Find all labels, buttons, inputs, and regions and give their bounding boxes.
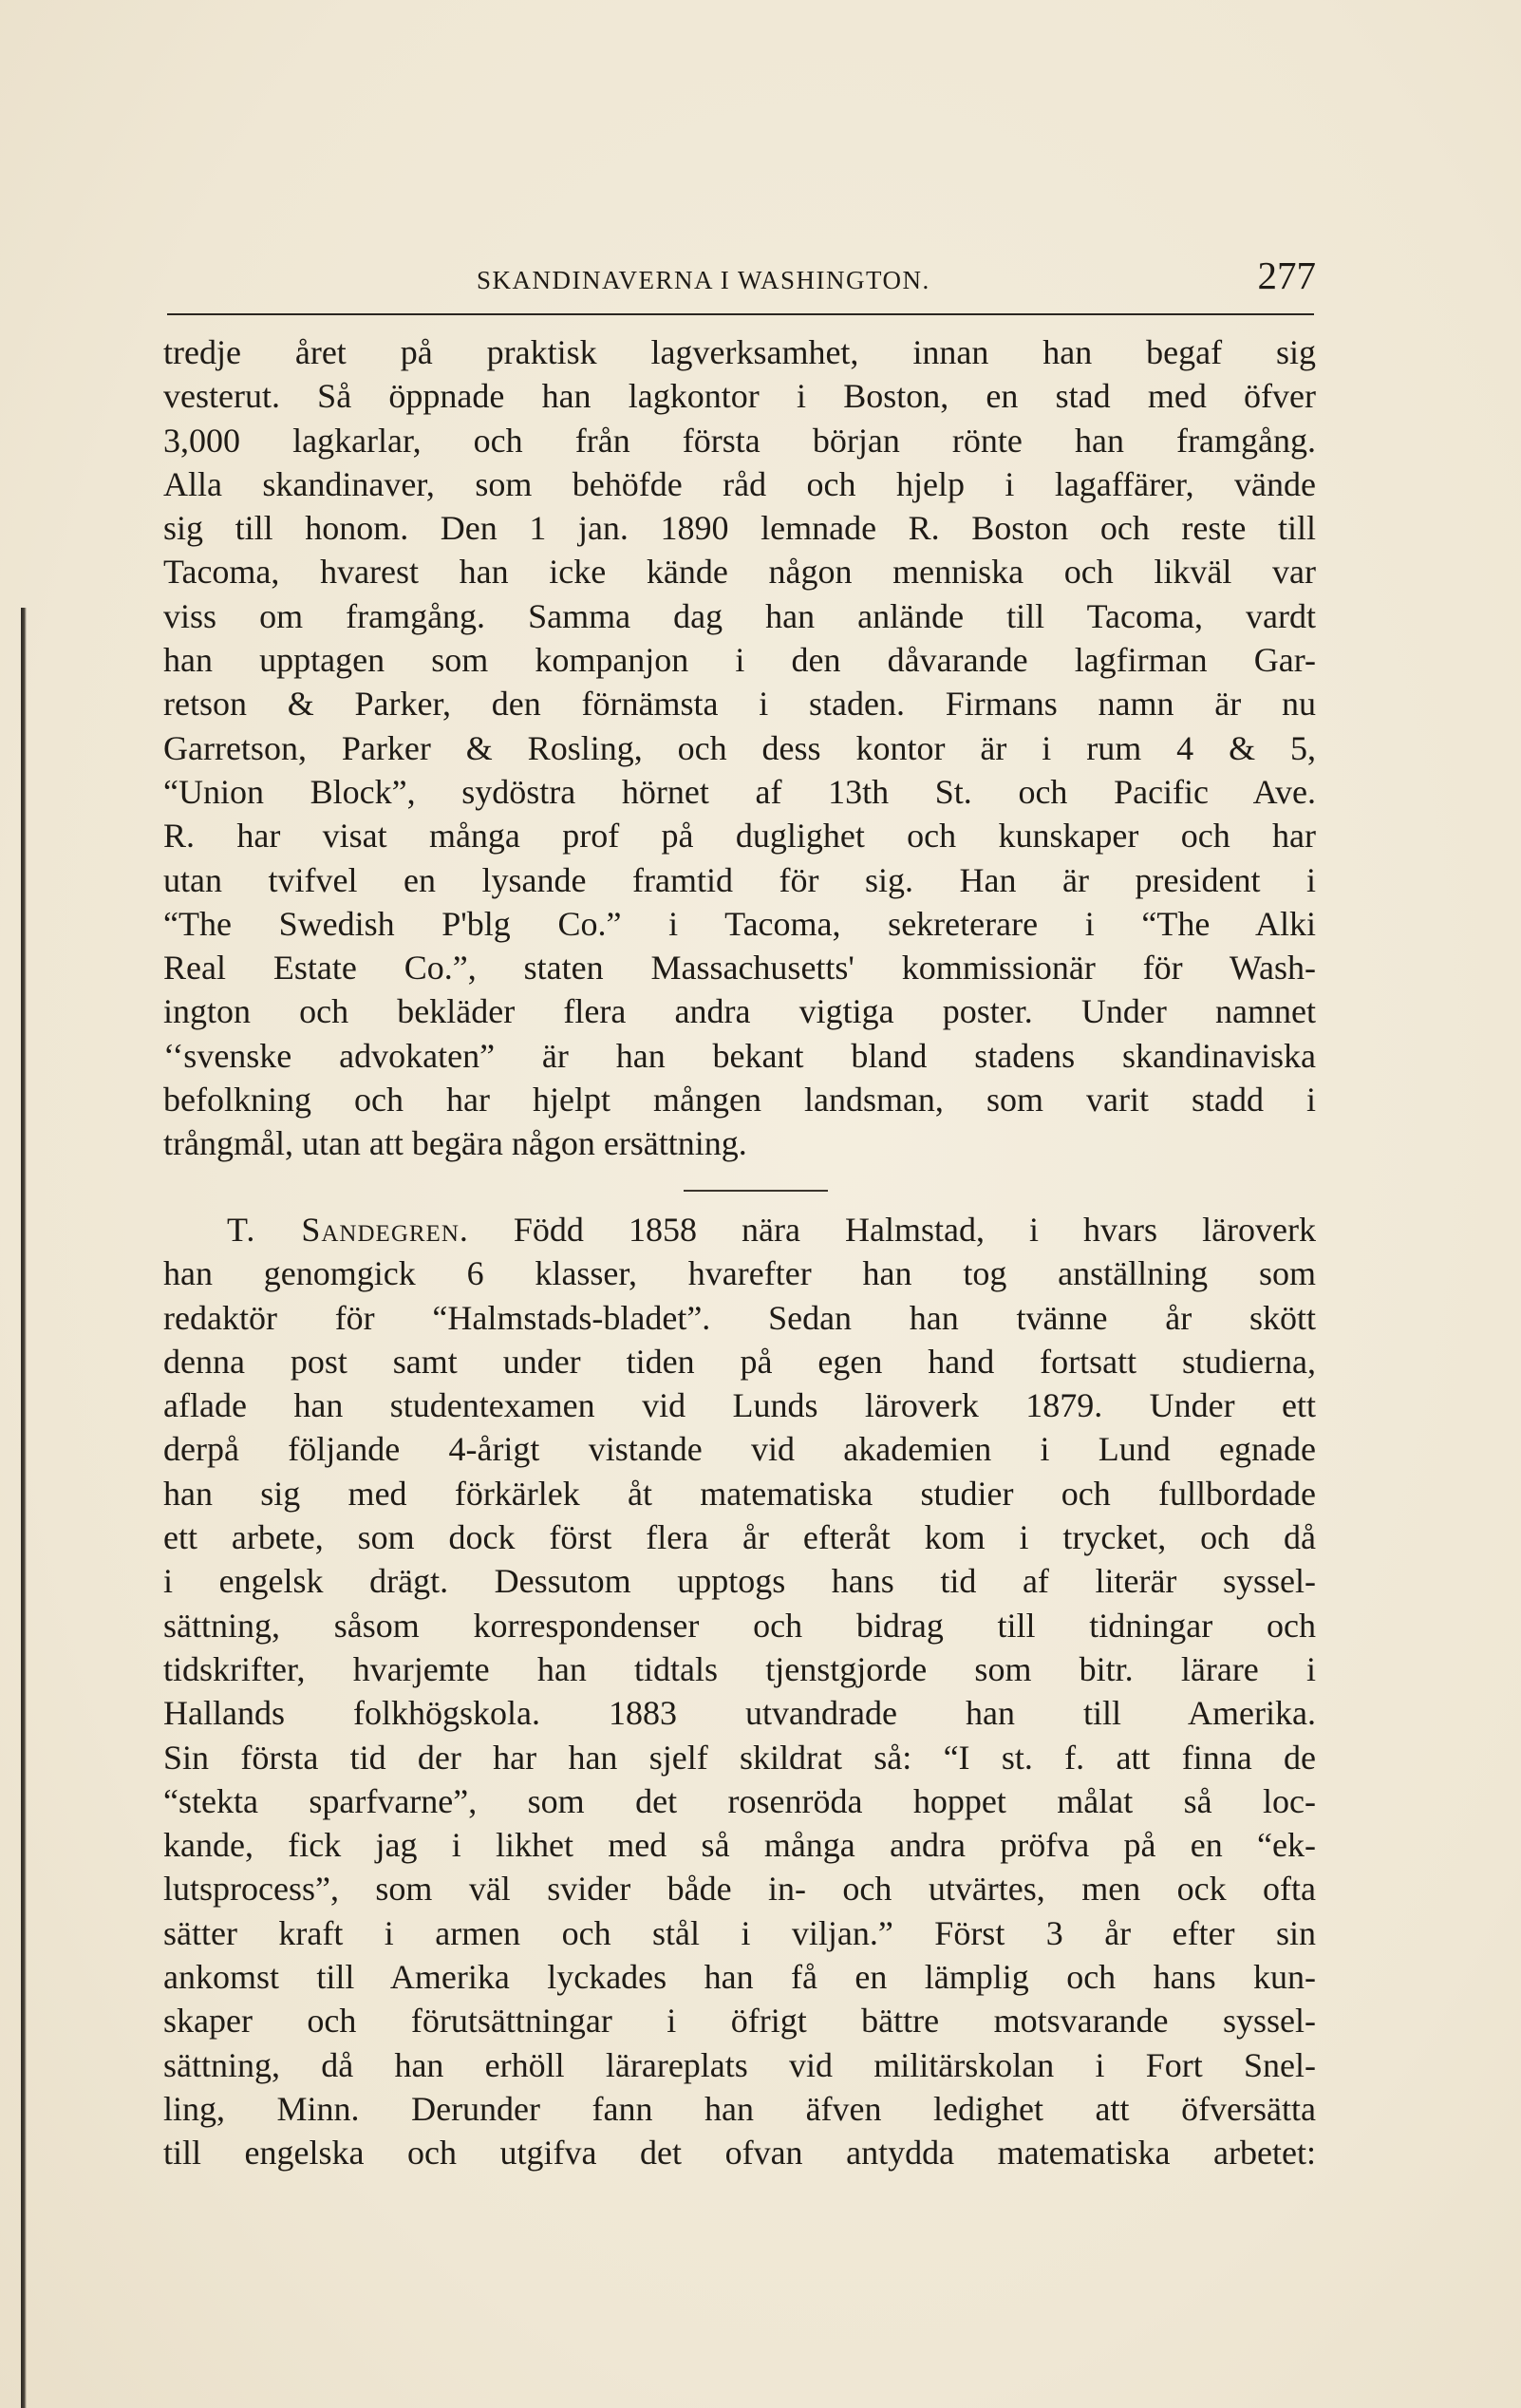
book-spine-shadow [21,608,27,2408]
text-line: ling, Minn. Derunder fann han äfven ledighet att öfversätta [163,2089,1316,2128]
text-line: vesterut. Så öppnade han lagkontor i Boston, en stad med öfver [163,377,1316,416]
text-line: Tacoma, hvarest han icke kände någon menniska och likväl var [163,553,1316,592]
text-line: ett arbete, som dock först flera år efteråt kom i trycket, och då [163,1518,1316,1557]
section-separator [684,1190,828,1192]
text-line: Alla skandinaver, som behöfde råd och hjelp i lagaffärer, vände [163,464,1316,503]
text-line: denna post samt under tiden på egen hand fortsatt studierna, [163,1342,1316,1381]
text-line: retson & Parker, den förnämsta i staden. Firmans namn är nu [163,685,1316,724]
paragraph-rosling [163,330,1316,1166]
text-line: ington och bekläder flera andra vigtiga poster. Under namnet [163,992,1316,1031]
page-header [163,249,1316,306]
text-line: Real Estate Co.”, staten Massachusetts' kommissionär för Wash- [163,949,1316,988]
text-line: Hallands folkhögskola. 1883 utvandrade han till Amerika. [163,1694,1316,1733]
text-line: Sin första tid der har han sjelf skildrat så: “I st. f. att finna de [163,1738,1316,1777]
text-line: sätter kraft i armen och stål i viljan.” Först 3 år efter sin [163,1913,1316,1952]
text-line: “Union Block”, sydöstra hörnet af 13th St. och Pacific Ave. [163,772,1316,811]
text-line: redaktör för “Halmstads-bladet”. Sedan han tvänne år skött [163,1298,1316,1337]
text-line: ‘‘svenske advokaten” är han bekant bland stadens skandinaviska [163,1036,1316,1075]
text-line: i engelsk drägt. Dessutom upptogs hans tid af literär syssel- [163,1562,1316,1601]
text-line: befolkning och har hjelpt mången landsman, som varit stadd i [163,1081,1316,1119]
text-line: 3,000 lagkarlar, och från första början rönte han framgång. [163,421,1316,460]
text-line: han genomgick 6 klasser, hvarefter han tog anställning som [163,1254,1316,1293]
text-line: kande, fick jag i likhet med så många andra pröfva på en “ek- [163,1826,1316,1865]
text-line: skaper och förutsättningar i öfrigt bättre motsvarande syssel- [163,2002,1316,2041]
text-line: derpå följande 4-årigt vistande vid akademien i Lund egnade [163,1430,1316,1469]
text-line: trångmål, utan att begära någon ersättning. [163,1124,747,1163]
text-line: han upptagen som kompanjon i den dåvarande lagfirman Gar- [163,641,1316,680]
text-line: “The Swedish P'blg Co.” i Tacoma, sekreterare i “The Alki [163,904,1316,943]
text-line: utan tvifvel en lysande framtid för sig. Han är president i [163,860,1316,899]
text-line: aflade han studentexamen vid Lunds läroverk 1879. Under ett [163,1386,1316,1425]
text-line: R. har visat många prof på duglighet och kunskaper och har [163,817,1316,856]
text-line-first [163,1208,1316,1251]
running-title: SKANDINAVERNA I WASHINGTON. [477,266,930,294]
text-line: “stekta sparfvarne”, som det rosenröda hoppet målat så loc- [163,1781,1316,1820]
text-line: sättning, såsom korrespondenser och bidrag till tidningar och [163,1606,1316,1645]
biography-name: T. Sandegren. [227,1211,469,1249]
text-line: ankomst till Amerika lyckades han få en lämplig och hans kun- [163,1958,1316,1997]
paragraph-sandegren [163,1208,1316,2175]
page-number: 277 [1257,254,1316,297]
text-line: Garretson, Parker & Rosling, och dess kontor är i rum 4 & 5, [163,728,1316,767]
header-rule [167,313,1314,315]
text-line: till engelska och utgifva det ofvan antydda matematiska arbetet: [163,2134,1316,2173]
text-line: sättning, då han erhöll lärareplats vid militärskolan i Fort Snel- [163,2045,1316,2084]
text-line: viss om framgång. Samma dag han anlände till Tacoma, vardt [163,596,1316,635]
text-line: sig till honom. Den 1 jan. 1890 lemnade R. Boston och reste till [163,509,1316,548]
text-line: tredje året på praktisk lagverksamhet, innan han begaf sig [163,333,1316,371]
text-line: tidskrifter, hvarjemte han tidtals tjenstgjorde som bitr. lärare i [163,1649,1316,1688]
text-line: han sig med förkärlek åt matematiska studier och fullbordade [163,1474,1316,1513]
text-line: lutsprocess”, som väl svider både in- och utvärtes, men ock ofta [163,1870,1316,1909]
first-line-text: Född 1858 nära Halmstad, i hvars läroverk [468,1211,1316,1249]
